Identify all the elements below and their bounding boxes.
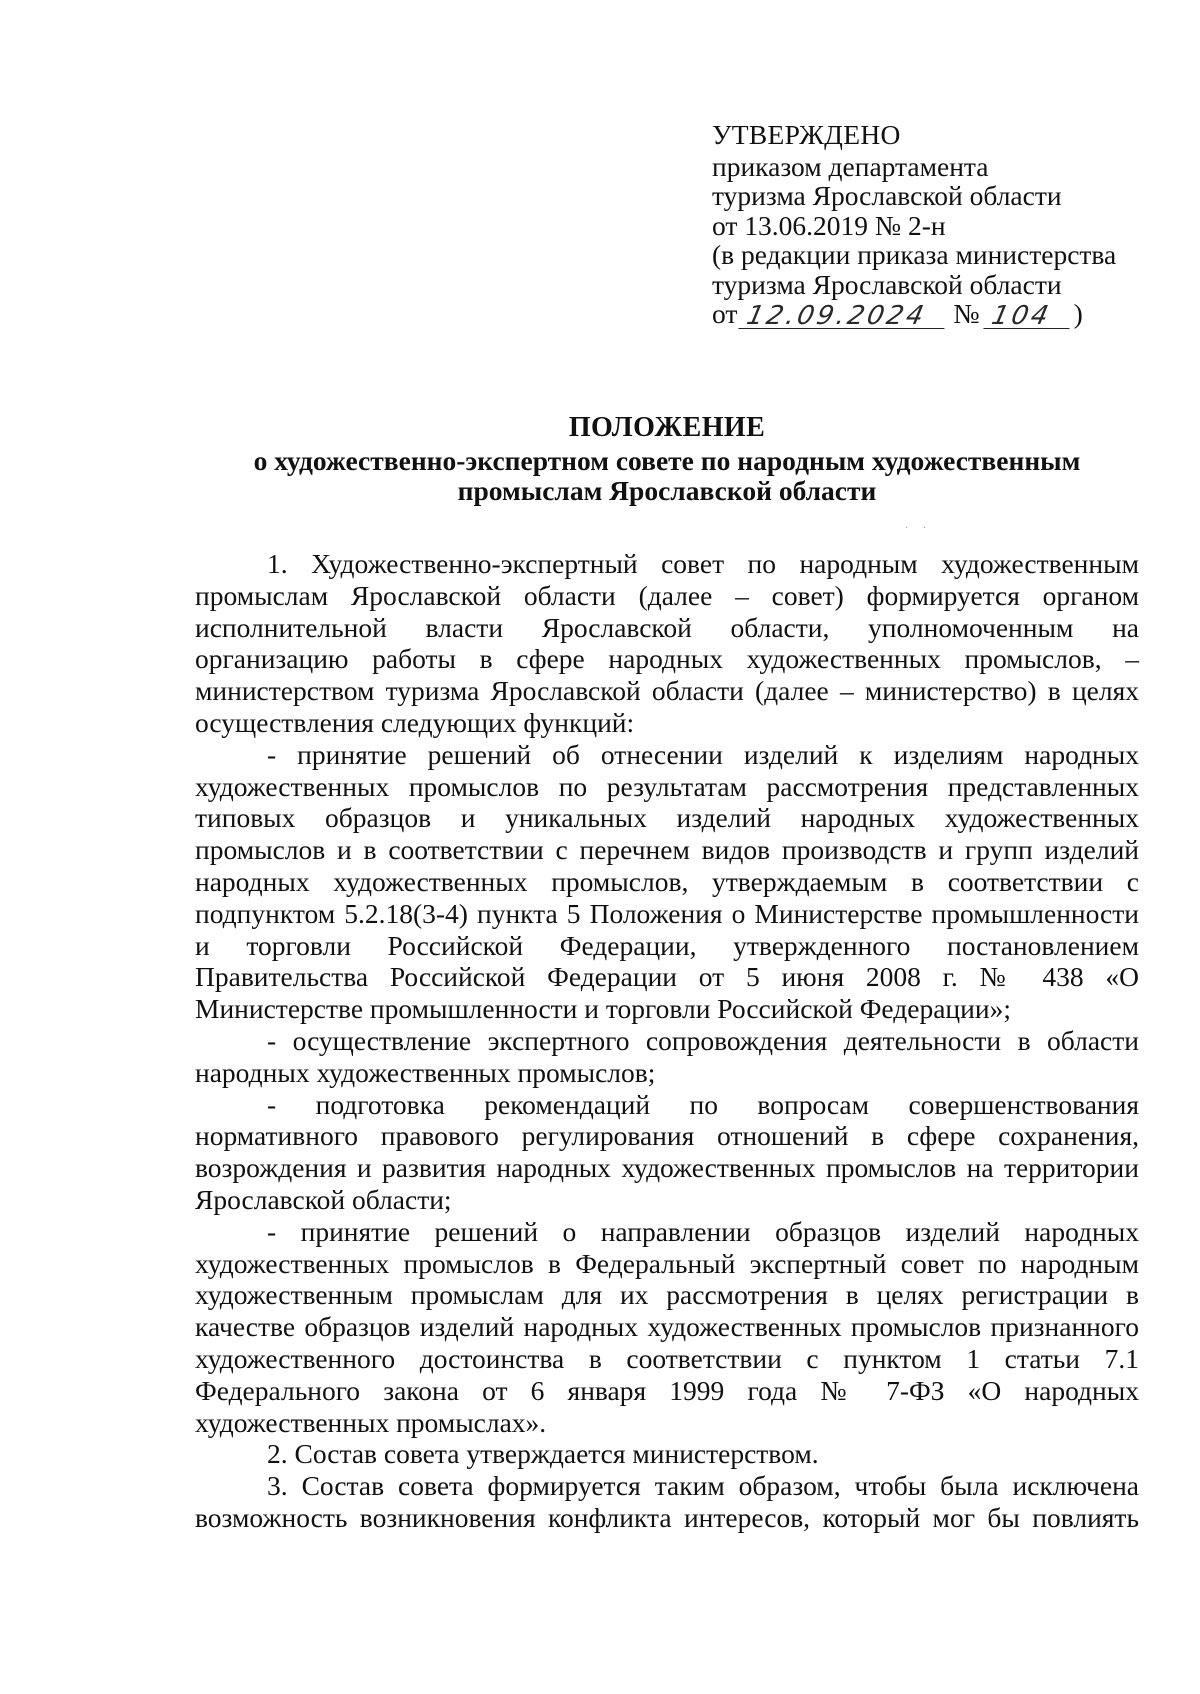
approval-line: туризма Ярославской области	[712, 268, 1062, 300]
function-item-2: - осуществление экспертного сопровождения деятельности в области народных художественных промыслов;	[195, 1024, 1139, 1088]
approval-line: туризма Ярославской области	[712, 180, 1062, 211]
handwritten-number: 104	[983, 304, 1074, 329]
approval-date-number-line	[712, 299, 1172, 329]
document-subtitle-line: промыслам Ярославской области	[457, 475, 877, 506]
paragraph-1: 1. Художественно-экспертный совет по народным художественным промыслам Ярославской области (далее – совет) формируется органом исполнительной власти Ярославской области, уполномоченным на организацию работы в сфере народных художественных промыслов, – министерством туризма Ярославской области (далее – министерство) в целях осуществления следующих функций:	[195, 548, 1139, 738]
scan-speckle: · ·	[905, 523, 933, 534]
from-label: от	[712, 298, 738, 329]
closing-parenthesis: )	[1073, 298, 1083, 329]
document-title: ПОЛОЖЕНИЕ	[568, 412, 766, 443]
paragraph-3: 3. Состав совета формируется таким образом, чтобы была исключена возможность возникновения конфликта интересов, который мог бы повлиять	[195, 1470, 1139, 1533]
approval-heading: УТВЕРЖДЕНО	[712, 119, 901, 150]
document-title-block	[195, 413, 1139, 507]
approval-line: (в редакции приказа министерства	[712, 239, 1117, 270]
approval-block	[712, 120, 1172, 329]
approval-line: от 13.06.2019 № 2-н	[712, 209, 946, 241]
approval-line: приказом департамента	[712, 150, 989, 182]
function-item-3: - подготовка рекомендаций по вопросам совершенствования нормативного правового регулирования отношений в сфере сохранения, возрождения и развития народных художественных промыслов на территории Ярославской области;	[195, 1088, 1139, 1215]
paragraph-2: 2. Состав совета утверждается министерством.	[267, 1438, 819, 1470]
document-body	[195, 548, 1139, 1534]
function-item-1: - принятие решений об отнесении изделий к изделиям народных художественных промыслов по результатам рассмотрения представленных типовых образцов и уникальных изделий народных художественных промыслов и в соответствии с перечнем видов производств и групп изделий народных художественных промыслов, утверждаемым в соответствии с подпунктом 5.2.18(3-4) пункта 5 Положения о Министерстве промышленности и торговли Российской Федерации, утвержденного постановлением Правительства Российской Федерации от 5 июня 2008 г. № 438 «О Министерстве промышленности и торговли Российской Федерации»;	[195, 738, 1139, 1025]
number-label: №	[953, 298, 980, 329]
function-item-4: - принятие решений о направлении образцов изделий народных художественных промыслов в Федеральный экспертный совет по народным художественным промыслам для их рассмотрения в целях регистрации в качестве образцов изделий народных художественных промыслов признанного художественного достоинства в соответствии с пунктом 1 статьи 7.1 Федерального закона от 6 января 1999 года № 7-ФЗ «О народных художественных промыслах».	[195, 1215, 1139, 1438]
document-subtitle-line: о художественно-экспертном совете по народным художественным	[253, 444, 1081, 476]
handwritten-date: 12.09.2024	[739, 304, 950, 329]
